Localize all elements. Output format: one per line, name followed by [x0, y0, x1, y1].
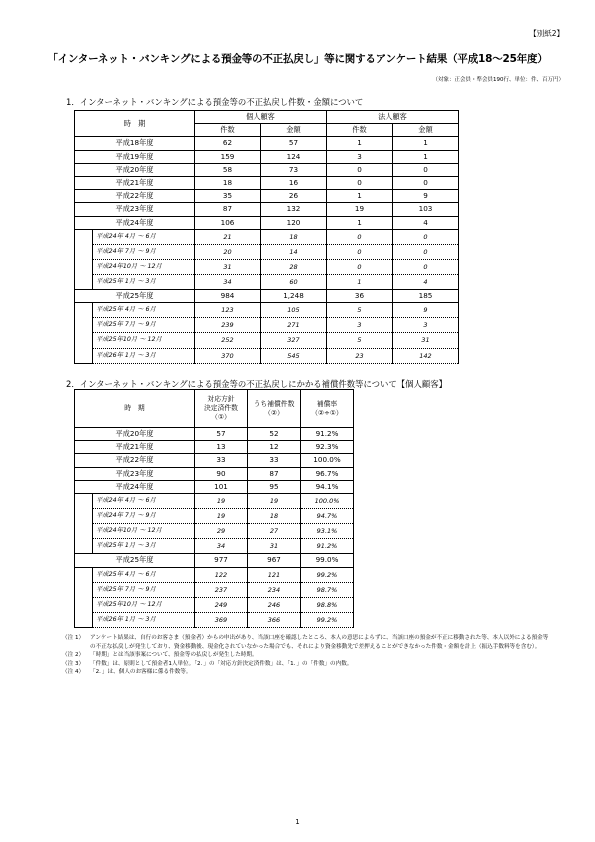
cell-ic: 62 — [195, 137, 261, 150]
notes — [62, 634, 552, 677]
quarter-label: 平成25年 7月 〜 9月 — [93, 318, 195, 333]
cell-ic: 58 — [195, 163, 261, 176]
year-label: 平成19年度 — [75, 150, 195, 163]
year-label: 平成24年度 — [75, 216, 195, 229]
quarter-row — [75, 229, 459, 244]
year-row — [75, 480, 354, 493]
note-text: 「時期」とは当該事案について、預金等の払戻しが発生した時期。 — [90, 652, 258, 659]
page-title: 「インターネット・バンキングによる預金等の不正払戻し」等に関するアンケート結果（平成18〜25年度） — [47, 53, 548, 65]
quarter-row — [75, 539, 354, 554]
cell-ic: 106 — [195, 216, 261, 229]
cell-ia: 545 — [261, 348, 327, 363]
cell-ia: 14 — [261, 244, 327, 259]
cell-ca: 103 — [393, 203, 459, 216]
note-key: （注 3） — [62, 660, 85, 667]
header-corporate: 法人顧客 — [327, 111, 459, 124]
cell-ca: 3 — [393, 318, 459, 333]
cell-d: 369 — [195, 612, 248, 627]
header-individual-count: 件数 — [195, 124, 261, 137]
fraud-cases-table — [74, 110, 459, 364]
row-indent — [75, 524, 93, 539]
row-indent — [75, 259, 93, 274]
cell-c: 87 — [248, 467, 301, 480]
year-row — [75, 163, 459, 176]
cell-cc: 0 — [327, 176, 393, 189]
cell-cc: 3 — [327, 318, 393, 333]
cell-r: 99.0% — [301, 554, 354, 567]
row-indent — [75, 348, 93, 363]
quarter-row — [75, 348, 459, 363]
cell-d: 122 — [195, 567, 248, 582]
cell-d: 249 — [195, 597, 248, 612]
cell-ic: 34 — [195, 274, 261, 289]
quarter-row — [75, 333, 459, 348]
row-indent — [75, 229, 93, 244]
cell-ia: 26 — [261, 190, 327, 203]
header-corporate-amount: 金額 — [393, 124, 459, 137]
cell-r: 100.0% — [301, 493, 354, 508]
cell-ia: 16 — [261, 176, 327, 189]
year-label: 平成20年度 — [75, 163, 195, 176]
cell-cc: 0 — [327, 163, 393, 176]
year-row — [75, 137, 459, 150]
quarter-row — [75, 597, 354, 612]
row-indent — [75, 493, 93, 508]
quarter-row — [75, 612, 354, 627]
year-label: 平成20年度 — [75, 428, 195, 441]
cell-ca: 1 — [393, 137, 459, 150]
header-period: 時 期 — [75, 111, 195, 137]
quarter-label: 平成25年 4月 〜 6月 — [93, 303, 195, 318]
year-label: 平成18年度 — [75, 137, 195, 150]
note-text: 「件数」は、原則として預金者1人単位。「2．」の「対応方針決定済件数」は、「1．」の「件数」の内数。 — [90, 660, 353, 667]
cell-ia: 327 — [261, 333, 327, 348]
cell-ia: 124 — [261, 150, 327, 163]
cell-d: 977 — [195, 554, 248, 567]
header-compensated-line2: （②） — [264, 408, 284, 417]
cell-cc: 5 — [327, 303, 393, 318]
section1-title: 1．インターネット・バンキングによる預金等の不正払戻し件数・金額について — [66, 97, 364, 107]
cell-ca: 185 — [393, 290, 459, 303]
row-indent — [75, 567, 93, 582]
cell-ic: 123 — [195, 303, 261, 318]
cell-ic: 87 — [195, 203, 261, 216]
quarter-label: 平成26年 1月 〜 3月 — [93, 612, 195, 627]
cell-c: 27 — [248, 524, 301, 539]
year-label: 平成25年度 — [75, 290, 195, 303]
cell-d: 101 — [195, 480, 248, 493]
cell-cc: 0 — [327, 229, 393, 244]
year-row — [75, 150, 459, 163]
cell-r: 93.1% — [301, 524, 354, 539]
row-indent — [75, 597, 93, 612]
cell-r: 99.2% — [301, 612, 354, 627]
header-compensated-line1: うち補償件数 — [253, 399, 295, 408]
quarter-label: 平成24年10月 〜 12月 — [93, 524, 195, 539]
cell-cc: 3 — [327, 150, 393, 163]
cell-ic: 370 — [195, 348, 261, 363]
note-key: （注 1） — [62, 635, 85, 641]
cell-cc: 0 — [327, 259, 393, 274]
cell-ic: 21 — [195, 229, 261, 244]
quarter-row — [75, 274, 459, 289]
cell-ca: 4 — [393, 274, 459, 289]
quarter-label: 平成24年 4月 〜 6月 — [93, 493, 195, 508]
cell-ia: 105 — [261, 303, 327, 318]
cell-ca: 0 — [393, 259, 459, 274]
header-compensated — [248, 390, 301, 428]
note-key: （注 4） — [62, 669, 85, 676]
cell-d: 57 — [195, 428, 248, 441]
cell-d: 90 — [195, 467, 248, 480]
note-text: 「2．」は、個人のお客様に係る件数等。 — [90, 669, 192, 676]
note-text: アンケート結果は、自行のお客さま（預金者）からの申出があり、当該口座を確認したところ、本人の意思によらずに、当該口座の預金が不正に移動された等、本人以外による預金等の不正な払戻しが発生しており、資金移動後、現金化されていなかった場合でも、それにより資金移動先で差押えることができなかった件数・金額を計上（振込手数料等を含む）。 — [90, 635, 549, 650]
quarter-label: 平成25年10月 〜 12月 — [93, 333, 195, 348]
quarter-label: 平成25年 4月 〜 6月 — [93, 567, 195, 582]
cell-c: 33 — [248, 454, 301, 467]
header-rate-line1: 補償率 — [316, 399, 338, 408]
header-decided-line1: 対応方針 — [207, 395, 235, 403]
cell-ca: 4 — [393, 216, 459, 229]
quarter-row — [75, 582, 354, 597]
cell-d: 34 — [195, 539, 248, 554]
cell-c: 31 — [248, 539, 301, 554]
cell-cc: 1 — [327, 190, 393, 203]
cell-ia: 18 — [261, 229, 327, 244]
cell-r: 99.2% — [301, 567, 354, 582]
cell-cc: 1 — [327, 216, 393, 229]
cell-c: 95 — [248, 480, 301, 493]
year-label: 平成24年度 — [75, 480, 195, 493]
cell-r: 96.7% — [301, 467, 354, 480]
cell-ca: 0 — [393, 176, 459, 189]
cell-r: 91.2% — [301, 539, 354, 554]
quarter-label: 平成25年10月 〜 12月 — [93, 597, 195, 612]
cell-r: 94.7% — [301, 509, 354, 524]
header-decided-line2: 決定済件数 — [204, 404, 238, 412]
year-row — [75, 467, 354, 480]
year-row — [75, 203, 459, 216]
quarter-row — [75, 524, 354, 539]
page-number: 1 — [295, 818, 300, 826]
annex-label: 【別紙2】 — [529, 29, 564, 38]
cell-cc: 36 — [327, 290, 393, 303]
cell-ic: 31 — [195, 259, 261, 274]
cell-ca: 142 — [393, 348, 459, 363]
cell-r: 91.2% — [301, 428, 354, 441]
year-row — [75, 216, 459, 229]
cell-d: 29 — [195, 524, 248, 539]
cell-c: 12 — [248, 441, 301, 454]
quarter-row — [75, 567, 354, 582]
header-period: 時 期 — [75, 390, 195, 428]
note-item — [62, 634, 552, 651]
year-label: 平成22年度 — [75, 454, 195, 467]
year-row — [75, 441, 354, 454]
header-corporate-count: 件数 — [327, 124, 393, 137]
header-individual: 個人顧客 — [195, 111, 327, 124]
cell-c: 121 — [248, 567, 301, 582]
year-label: 平成21年度 — [75, 441, 195, 454]
row-indent — [75, 509, 93, 524]
cell-c: 366 — [248, 612, 301, 627]
cell-ca: 1 — [393, 150, 459, 163]
year-label: 平成23年度 — [75, 467, 195, 480]
cell-ia: 73 — [261, 163, 327, 176]
quarter-row — [75, 509, 354, 524]
year-row — [75, 290, 459, 303]
note-key: （注 2） — [62, 652, 85, 659]
cell-c: 19 — [248, 493, 301, 508]
row-indent — [75, 582, 93, 597]
cell-ia: 60 — [261, 274, 327, 289]
cell-d: 237 — [195, 582, 248, 597]
header-individual-amount: 金額 — [261, 124, 327, 137]
quarter-label: 平成24年10月 〜 12月 — [93, 259, 195, 274]
cell-r: 100.0% — [301, 454, 354, 467]
note-item — [62, 651, 552, 660]
cell-ia: 120 — [261, 216, 327, 229]
row-indent — [75, 303, 93, 318]
cell-ia: 271 — [261, 318, 327, 333]
quarter-label: 平成24年 7月 〜 9月 — [93, 244, 195, 259]
cell-d: 33 — [195, 454, 248, 467]
year-label: 平成22年度 — [75, 190, 195, 203]
quarter-row — [75, 244, 459, 259]
cell-r: 98.8% — [301, 597, 354, 612]
row-indent — [75, 318, 93, 333]
cell-c: 234 — [248, 582, 301, 597]
cell-ic: 984 — [195, 290, 261, 303]
header-decided — [195, 390, 248, 428]
cell-c: 967 — [248, 554, 301, 567]
scope-note: （対象：正会員・準会員190行、単位：件、百万円） — [432, 77, 564, 83]
quarter-row — [75, 493, 354, 508]
quarter-label: 平成25年 1月 〜 3月 — [93, 539, 195, 554]
cell-cc: 1 — [327, 274, 393, 289]
row-indent — [75, 333, 93, 348]
row-indent — [75, 612, 93, 627]
cell-ia: 57 — [261, 137, 327, 150]
cell-cc: 19 — [327, 203, 393, 216]
compensation-table — [74, 389, 354, 628]
year-label: 平成25年度 — [75, 554, 195, 567]
section2-title: 2．インターネット・バンキングによる預金等の不正払戻しにかかる補償件数等について【個人顧客】 — [66, 379, 448, 389]
year-label: 平成23年度 — [75, 203, 195, 216]
cell-ca: 9 — [393, 303, 459, 318]
cell-ia: 28 — [261, 259, 327, 274]
header-rate — [301, 390, 354, 428]
note-item — [62, 668, 552, 677]
quarter-label: 平成25年 1月 〜 3月 — [93, 274, 195, 289]
cell-ic: 239 — [195, 318, 261, 333]
cell-ic: 20 — [195, 244, 261, 259]
header-decided-line3: （①） — [211, 413, 231, 421]
cell-cc: 1 — [327, 137, 393, 150]
cell-ia: 132 — [261, 203, 327, 216]
year-label: 平成21年度 — [75, 176, 195, 189]
cell-ic: 18 — [195, 176, 261, 189]
note-item — [62, 660, 552, 669]
year-row — [75, 176, 459, 189]
cell-r: 98.7% — [301, 582, 354, 597]
cell-cc: 0 — [327, 244, 393, 259]
row-indent — [75, 244, 93, 259]
cell-cc: 5 — [327, 333, 393, 348]
year-row — [75, 428, 354, 441]
cell-r: 94.1% — [301, 480, 354, 493]
cell-ca: 9 — [393, 190, 459, 203]
year-row — [75, 454, 354, 467]
quarter-row — [75, 303, 459, 318]
cell-d: 19 — [195, 493, 248, 508]
cell-r: 92.3% — [301, 441, 354, 454]
quarter-label: 平成24年 7月 〜 9月 — [93, 509, 195, 524]
year-row — [75, 554, 354, 567]
cell-ca: 0 — [393, 163, 459, 176]
cell-cc: 23 — [327, 348, 393, 363]
cell-ca: 0 — [393, 244, 459, 259]
cell-c: 52 — [248, 428, 301, 441]
cell-d: 19 — [195, 509, 248, 524]
quarter-row — [75, 318, 459, 333]
cell-c: 18 — [248, 509, 301, 524]
cell-ic: 35 — [195, 190, 261, 203]
cell-ia: 1,248 — [261, 290, 327, 303]
header-rate-line2: （②÷①） — [311, 408, 343, 417]
cell-ic: 159 — [195, 150, 261, 163]
year-row — [75, 190, 459, 203]
cell-ca: 31 — [393, 333, 459, 348]
cell-d: 13 — [195, 441, 248, 454]
quarter-row — [75, 259, 459, 274]
row-indent — [75, 274, 93, 289]
cell-c: 246 — [248, 597, 301, 612]
cell-ca: 0 — [393, 229, 459, 244]
cell-ic: 252 — [195, 333, 261, 348]
quarter-label: 平成25年 7月 〜 9月 — [93, 582, 195, 597]
quarter-label: 平成24年 4月 〜 6月 — [93, 229, 195, 244]
quarter-label: 平成26年 1月 〜 3月 — [93, 348, 195, 363]
row-indent — [75, 539, 93, 554]
